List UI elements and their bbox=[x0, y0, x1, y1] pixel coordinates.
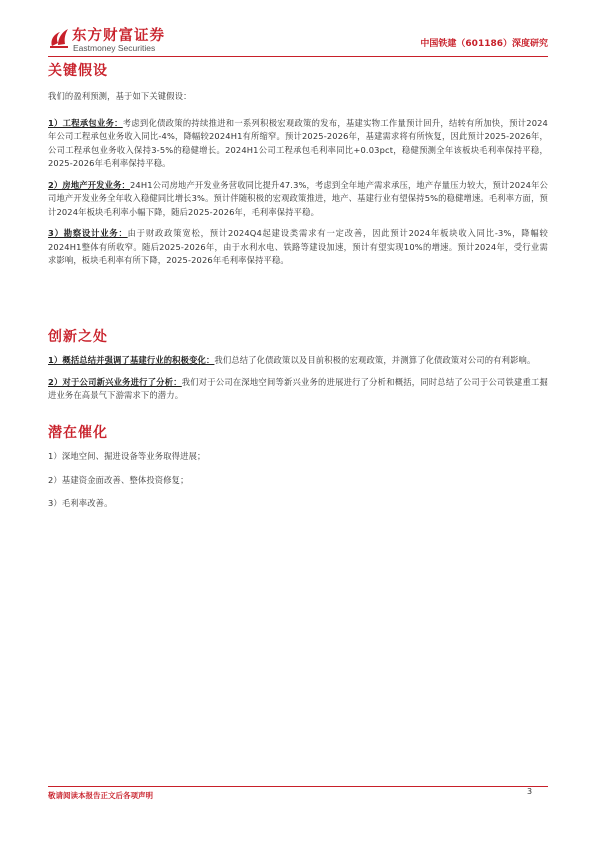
header-divider bbox=[48, 56, 548, 57]
catalyst-item: 2）基建资金面改善、整体投资修复； bbox=[48, 474, 189, 485]
assumption-item bbox=[48, 179, 548, 220]
section-title: 潜在催化 bbox=[48, 425, 108, 441]
page-header bbox=[48, 24, 548, 58]
item-text: 我们总结了化债政策以及目前积极的宏观政策，并测算了化债政策对公司的有利影响。 bbox=[214, 355, 536, 365]
item-lead: 2）对于公司新兴业务进行了分析： bbox=[48, 376, 182, 387]
eastmoney-logo-icon bbox=[48, 26, 70, 50]
catalyst-item: 1）深地空间、掘进设备等业务取得进展； bbox=[48, 451, 206, 461]
footer-disclaimer: 敬请阅读本报告正文后各项声明 bbox=[48, 791, 153, 800]
item-lead: 1）工程承包业务： bbox=[48, 117, 123, 128]
section-innovation bbox=[48, 324, 548, 403]
item-lead: 1）概括总结并强调了基建行业的积极变化： bbox=[48, 355, 215, 365]
logo-text-cn: 东方财富证券 bbox=[72, 27, 165, 44]
item-text: 我们对于公司在深地空间等新兴业务的进展进行了分析和概括，同时总结了公司于公司铁建重工掘进业务在高景气下游需求下的潜力。 bbox=[48, 376, 548, 400]
section-title: 创新之处 bbox=[48, 329, 108, 345]
footer-divider bbox=[48, 786, 548, 787]
page-number: 3 bbox=[527, 787, 533, 796]
innovation-item bbox=[48, 376, 548, 403]
item-text: 由于财政政策宽松，预计2024Q4起建设类需求有一定改善，因此预计2024年板块收入同比-3%，降幅较2024H1整体有所收窄。随后2025-2026年，由于水利水电、铁路等建设加速，预计有望实现10%的增速。预计2024年，受行业需求影响，板块毛利率有所下降，2025-2026年毛利率保持平稳。 bbox=[48, 228, 549, 265]
item-text: 24H1公司房地产开发业务营收同比提升47.3%，考虑到全年地产需求承压，地产存量压力较大，预计2024年公司地产开发业务全年收入稳健同比增长3%。预计伴随积极的宏观政策推进，地产、基建行业有望保持5%的稳健增速。毛利率方面，预计2024年板块毛利率小幅下降，随后2025-2026年，毛利率保持平稳。 bbox=[48, 179, 549, 217]
item-text: 考虑到化债政策的持续推进和一系列积极宏观政策的发布，基建实物工作量预计回升，结转有所加快，预计2024年公司工程承包业务收入同比-4%，降幅较2024H1有所缩窄。预计2025-2026年，基建需求将有所恢复，因此预计2025-2026年，公司工程承包业务收入保持3-5%的稳健增长。2024H1公司工程承包毛利率同比+0.03pct，稳健预测全年该板块毛利率保持平稳，2025-2026年毛利率保持平稳。 bbox=[48, 117, 548, 168]
innovation-item bbox=[48, 354, 548, 368]
assumption-item bbox=[48, 227, 548, 268]
section-title: 关键假设 bbox=[48, 63, 108, 79]
item-lead: 3）勘察设计业务： bbox=[48, 228, 128, 238]
item-lead: 2）房地产开发业务： bbox=[48, 179, 130, 190]
section-catalysts bbox=[48, 420, 548, 511]
report-title: 中国铁建（601186）深度研究 bbox=[420, 39, 548, 49]
intro-text: 我们的盈利预测，基于如下关键假设： bbox=[48, 91, 192, 101]
logo-text-en: Eastmoney Securities bbox=[73, 43, 156, 53]
catalyst-item: 3）毛利率改善。 bbox=[48, 498, 113, 508]
logo bbox=[48, 24, 248, 56]
assumption-item bbox=[48, 117, 548, 171]
section-key-assumptions bbox=[48, 58, 548, 268]
